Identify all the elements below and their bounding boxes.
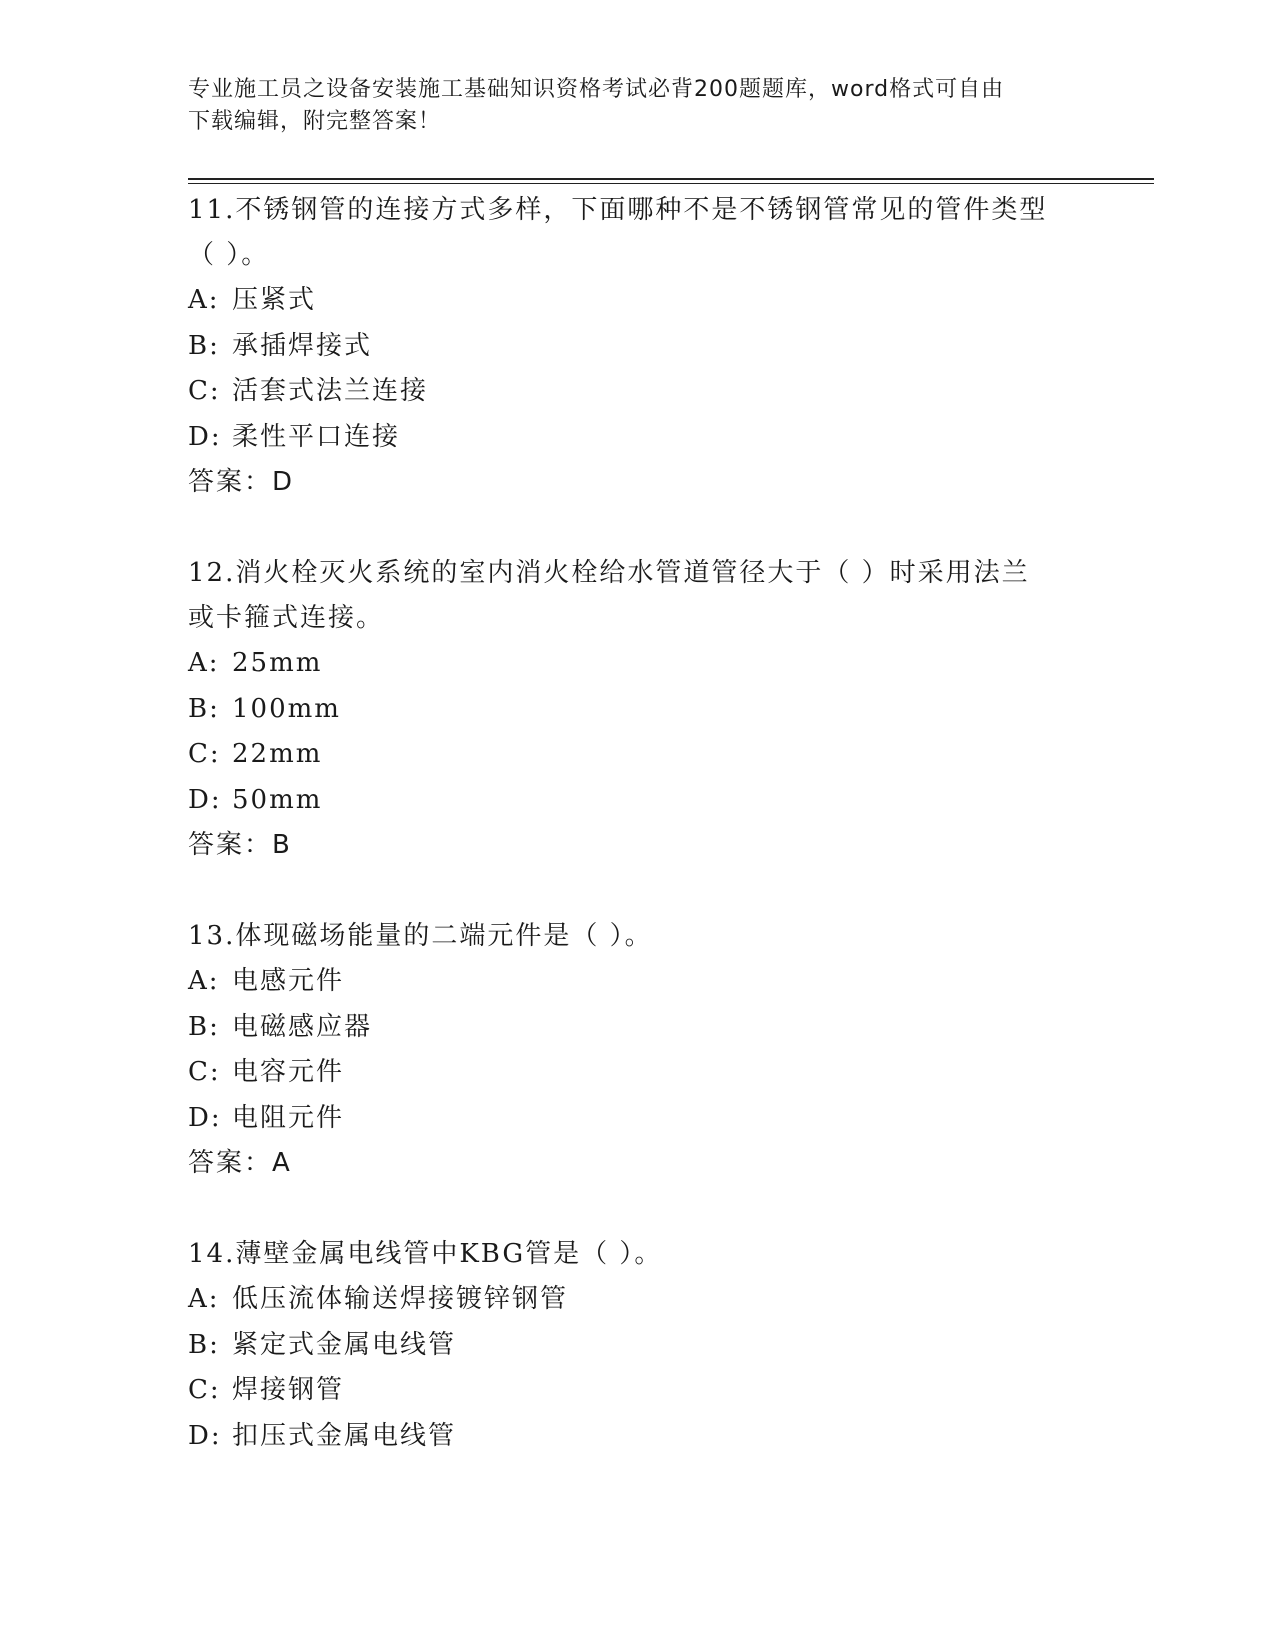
option-c (188, 1050, 1088, 1096)
option-letter: B: (188, 1329, 220, 1360)
option-text: 柔性平口连接 (232, 421, 401, 452)
question-stem: 11.不锈钢管的连接方式多样，下面哪种不是不锈钢管常见的管件类型 (188, 195, 1048, 225)
question-stem-continued: 或卡箍式连接。 (188, 603, 385, 633)
answer-label: 答案：B (188, 830, 292, 860)
option-c (188, 732, 1088, 778)
option-b (188, 1323, 1088, 1369)
option-letter: A: (188, 648, 220, 678)
question-stem: 12.消火栓灭火系统的室内消火栓给水管道管径大于（ ）时采用法兰 (188, 558, 1030, 588)
option-letter: B: (188, 693, 220, 724)
option-letter: D: (188, 421, 222, 452)
header-divider-thin (188, 183, 1154, 184)
question-13 (188, 914, 1088, 1186)
option-text: 压紧式 (232, 285, 317, 315)
option-text: 低压流体输送焊接镀锌钢管 (232, 1284, 569, 1314)
option-text: 25mm (232, 648, 323, 678)
option-text: 焊接钢管 (232, 1375, 345, 1405)
answer-label: 答案：D (188, 467, 295, 497)
question-14 (188, 1232, 1088, 1459)
question-spacer (188, 868, 1088, 914)
option-letter: C: (188, 1057, 221, 1087)
option-letter: A: (188, 1284, 220, 1314)
option-letter: C: (188, 739, 221, 769)
option-text: 电容元件 (232, 1057, 345, 1087)
option-text: 活套式法兰连接 (232, 376, 429, 406)
document-header (188, 74, 1088, 138)
option-a (188, 278, 1088, 324)
question-list (188, 188, 1088, 1459)
option-b (188, 1005, 1088, 1051)
option-text: 承插焊接式 (232, 330, 373, 361)
option-text: 电阻元件 (232, 1102, 345, 1133)
header-line-2: 下载编辑，附完整答案！ (188, 109, 442, 134)
option-text: 电磁感应器 (232, 1011, 373, 1042)
question-stem: 14.薄壁金属电线管中KBG管是（ ）。 (188, 1239, 663, 1269)
option-a (188, 641, 1088, 687)
question-spacer (188, 505, 1088, 551)
option-letter: B: (188, 1011, 220, 1042)
question-stem: 13.体现磁场能量的二端元件是（ ）。 (188, 921, 653, 951)
option-a (188, 1277, 1088, 1323)
question-12 (188, 551, 1088, 868)
option-d (188, 1414, 1088, 1460)
option-text: 扣压式金属电线管 (232, 1420, 457, 1451)
question-stem-continued: （ ）。 (188, 240, 270, 270)
option-b (188, 687, 1088, 733)
header-divider-thick (188, 178, 1154, 180)
option-letter: B: (188, 330, 220, 361)
option-c (188, 1368, 1088, 1414)
option-d (188, 1096, 1088, 1142)
option-letter: A: (188, 966, 220, 996)
option-letter: C: (188, 376, 221, 406)
option-text: 22mm (232, 739, 323, 769)
option-c (188, 369, 1088, 415)
option-letter: D: (188, 784, 222, 815)
option-text: 电感元件 (232, 966, 345, 996)
option-letter: A: (188, 285, 220, 315)
option-text: 紧定式金属电线管 (232, 1329, 457, 1360)
option-d (188, 778, 1088, 824)
option-d (188, 415, 1088, 461)
option-b (188, 324, 1088, 370)
answer-label: 答案：A (188, 1148, 292, 1178)
option-text: 50mm (232, 784, 323, 815)
option-letter: D: (188, 1102, 222, 1133)
option-a (188, 959, 1088, 1005)
option-letter: D: (188, 1420, 222, 1451)
option-text: 100mm (232, 693, 341, 724)
question-11 (188, 188, 1088, 505)
question-spacer (188, 1186, 1088, 1232)
option-letter: C: (188, 1375, 221, 1405)
header-line-1: 专业施工员之设备安装施工基础知识资格考试必背200题题库，word格式可自由 (188, 77, 1005, 102)
